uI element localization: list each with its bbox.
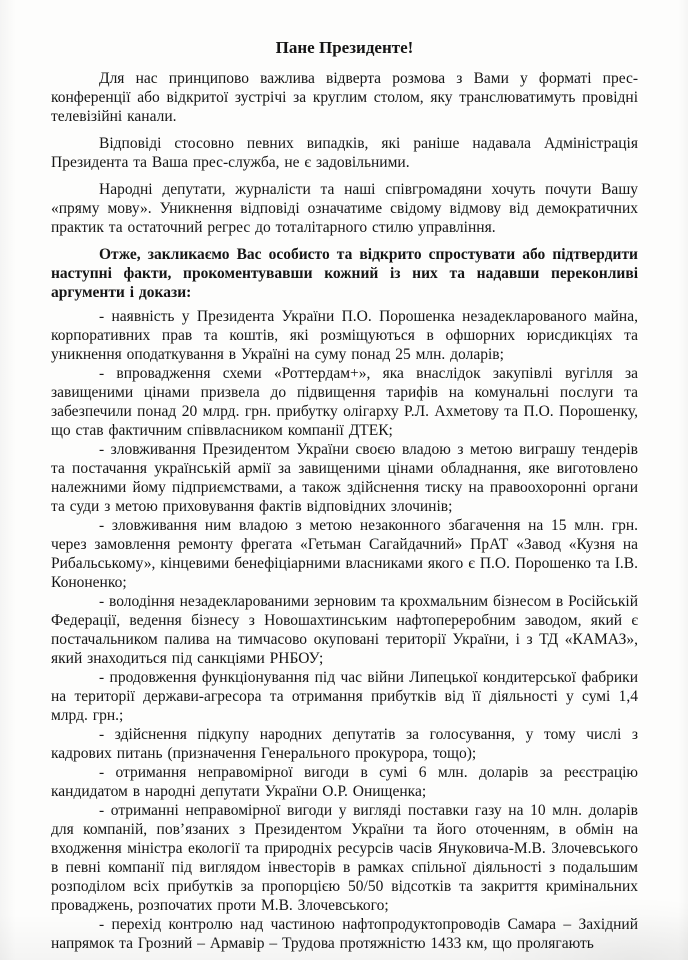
list-item: - впровадження схеми «Роттердам+», яка внаслідок закупівлі вугілля за завищеними цінами призвела до підвищення тарифів на комунальні послуги та забезпечили понад 20 млрд. грн. прибутку олігарху Р.Л. Ахметову та П.О. Порошенку, що став фактичним співвласником компанії ДТЕК; xyxy=(51,365,638,439)
document-content xyxy=(51,38,638,953)
list-item: - зловживання Президентом України своєю владою з метою виграшу тендерів та постачання українській армії за завищеними цінами обладнання, яке виготовлено належними йому підприємствами, а також здійснення тиску на правоохоронні органи та суди з метою приховування фактів відповідних злочинів; xyxy=(51,441,638,515)
list-item: - здійснення підкупу народних депутатів за голосування, у тому числі з кадрових питань (призначення Генерального прокурора, тощо); xyxy=(51,726,638,762)
list-item: - перехід контролю над частиною нафтопродуктопроводів Самара – Західний напрямок та Грозний – Армавір – Трудова протяжністю 1433 км, що пролягають xyxy=(51,916,638,952)
paragraph: Отже, закликаємо Вас особисто та відкрито спростувати або підтвердити наступні факти, прокоментувавши кожний із них та надавши переконливі аргументи і докази: xyxy=(51,246,638,301)
paragraph: Народні депутати, журналісти та наші співгромадяни хочуть почути Вашу «пряму мову». Уникнення відповіді означатиме свідому відмову від демократичних практик та остаточний регрес до тоталітарного стилю управління. xyxy=(51,181,638,236)
list-item: - отримання неправомірної вигоди в сумі 6 млн. доларів за реєстрацію кандидатом в народні депутати України О.Р. Онищенка; xyxy=(51,764,638,800)
list-item: - продовження функціонування під час війни Липецької кондитерської фабрики на території держави-агресора та отримання прибутків від її діяльності у сумі 1,4 млрд. грн.; xyxy=(51,669,638,724)
list-item: - наявність у Президента України П.О. Порошенка незадекларованого майна, корпоративних прав та коштів, які розміщуються в офшорних юрисдикціях та уникнення оподаткування в Україні на суму понад 25 млн. доларів; xyxy=(51,308,638,363)
paragraph: Відповіді стосовно певних випадків, які раніше надавала Адміністрація Президента та Ваша прес-служба, не є задовільними. xyxy=(51,135,638,171)
document-title: Пане Президенте! xyxy=(275,38,414,57)
paragraph: Для нас принципово важлива відверта розмова з Вами у форматі прес-конференції або відкритої зустрічі за круглим столом, яку транслюватимуть провідні телевізійні канали. xyxy=(51,70,638,125)
list-item: - зловживання ним владою з метою незаконного збагачення на 15 млн. грн. через замовлення ремонту фрегата «Гетьман Сагайдачний» ПрАТ «Завод «Кузня на Рибальському», кінцевими бенефіціарними власниками якого є П.О. Порошенко та І.В. Кононенко; xyxy=(51,517,638,591)
list-item: - володіння незадекларованими зерновим та крохмальним бізнесом в Російській Федерації, ведення бізнесу з Новошахтинським нафтопереробним заводом, який є постачальником палива на тимчасово окуповані території України, і з ТД «КАМАЗ», який знаходиться під санкціями РНБОУ; xyxy=(51,593,638,667)
list-item: - отриманні неправомірної вигоди у вигляді поставки газу на 10 млн. доларів для компаній, пов’язаних з Президентом України та його оточенням, в обмін на входження міністра екології та природніх ресурсів часів Януковича-М.В. Злочевського в певні компанії під виглядом інвесторів в рамках спільної діяльності з подальшим розподілом всіх прибутків за пропорцією 50/50 відсотків та закриття кримінальних проваджень, розпочатих проти М.В. Злочевського; xyxy=(51,802,638,914)
document-body xyxy=(51,69,638,953)
